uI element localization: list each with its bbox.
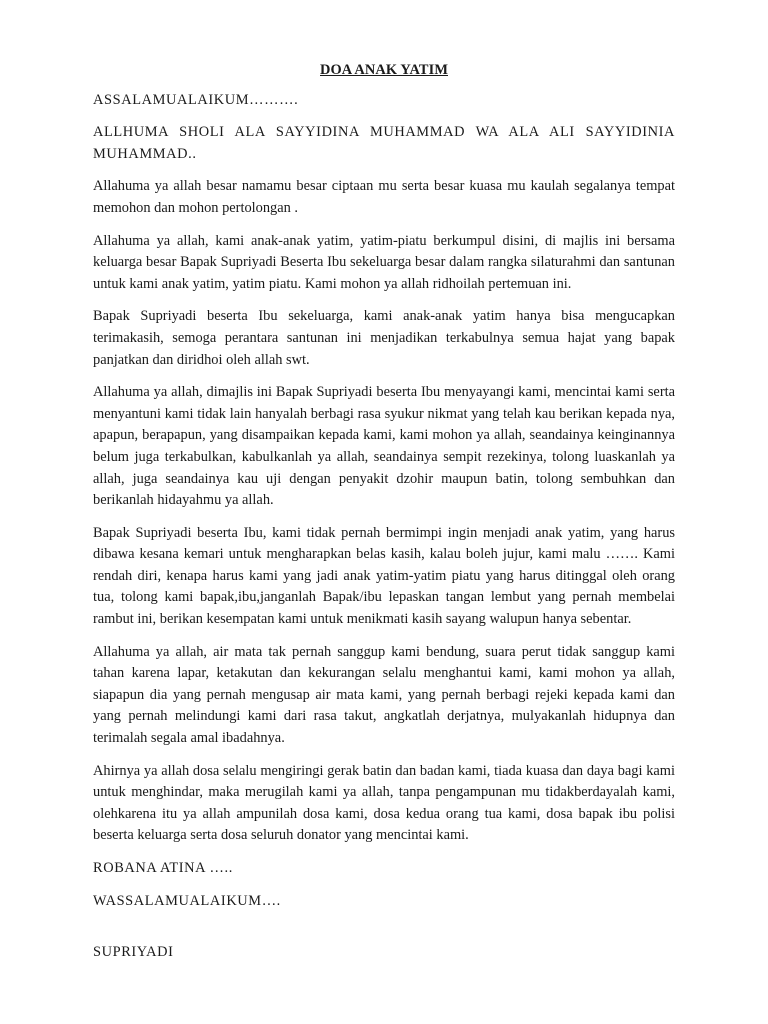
- document-page: [93, 60, 675, 975]
- paragraph-6: Allahuma ya allah, air mata tak pernah sanggup kami bendung, suara perut tidak sanggup kami tahan karena lapar, ketakutan dan kekurangan selalu menghantui kami, kami mohon ya allah, siapapun dia yang pernah mengusap air mata kami, yang pernah berbagi rejeki kepada kami dan yang pernah melindungi kami dari rasa takut, angkatlah derjatnya, mulyakanlah hidupnya dan terimalah segala amal ibadahnya.: [93, 643, 675, 747]
- shalawat: ALLHUMA SHOLI ALA SAYYIDINA MUHAMMAD WA ALA ALI SAYYIDINIA MUHAMMAD..: [93, 124, 675, 162]
- paragraph-1: Allahuma ya allah besar namamu besar ciptaan mu serta besar kuasa mu kaulah segalanya tempat memohon dan mohon pertolongan .: [93, 178, 675, 216]
- document-title: DOA ANAK YATIM: [320, 62, 448, 78]
- paragraph-2: Allahuma ya allah, kami anak-anak yatim, yatim-piatu berkumpul disini, di majlis ini bersama keluarga besar Bapak Supriyadi Beserta Ibu sekeluarga besar dalam rangka silaturahmi dan santunan untuk kami anak yatim, yatim piatu. Kami mohon ya allah ridhoilah pertemuan ini.: [93, 232, 675, 292]
- farewell: WASSALAMUALAIKUM….: [93, 892, 281, 909]
- paragraph-5: Bapak Supriyadi beserta Ibu, kami tidak pernah bermimpi ingin menjadi anak yatim, yang harus dibawa kesana kemari untuk mengharapkan belas kasih, kalau boleh jujur, kami malu ……. Kami rendah diri, kenapa harus kami yang jadi anak yatim-yatim piatu yang harus ditinggal oleh orang tua, tolong kami bapak,ibu,janganlah Bapak/ibu lepaskan tangan lembut yang pernah membelai rambut ini, berikan kesempatan kami untuk menikmati kasih sayang walupun hanya sebentar.: [93, 524, 675, 628]
- paragraph-7: Ahirnya ya allah dosa selalu mengiringi gerak batin dan badan kami, tiada kuasa dan daya bagi kami untuk menghindar, maka merugilah kami ya allah, tanpa pengampunan mu tidakberdayalah kami, olehkarena itu ya allah ampunilah dosa kami, dosa kedua orang tua kami, dosa bapak ibu polisi beserta keluarga serta dosa seluruh donator yang mencintai kami.: [93, 762, 675, 844]
- paragraph-4: Allahuma ya allah, dimajlis ini Bapak Supriyadi beserta Ibu menyayangi kami, mencintai kami serta menyantuni kami tidak lain hanyalah berbagi rasa syukur nikmat yang telah kau berikan kepada nya, apapun, berapapun, yang disampaikan kepada kami, kami mohon ya allah, seandainya keinginannya belum juga terkabulkan, kabulkanlah ya allah, seandainya sempit rezekinya, tolong luaskanlah ya allah, juga seandainya kau uji dengan penyakit dzohir maupun batin, tolong sembuhkan dan berikanlah hidayahmu ya allah.: [93, 384, 675, 509]
- paragraph-3: Bapak Supriyadi beserta Ibu sekeluarga, kami anak-anak yatim hanya bisa mengucapkan terimakasih, semoga perantara santunan ini menjadikan terkabulnya semua hajat yang bapak panjatkan dan diridhoi oleh allah swt.: [93, 308, 675, 368]
- closing-prayer: ROBANA ATINA …..: [93, 860, 233, 876]
- signature: SUPRIYADI: [93, 944, 174, 961]
- greeting: ASSALAMUALAIKUM……….: [93, 91, 299, 108]
